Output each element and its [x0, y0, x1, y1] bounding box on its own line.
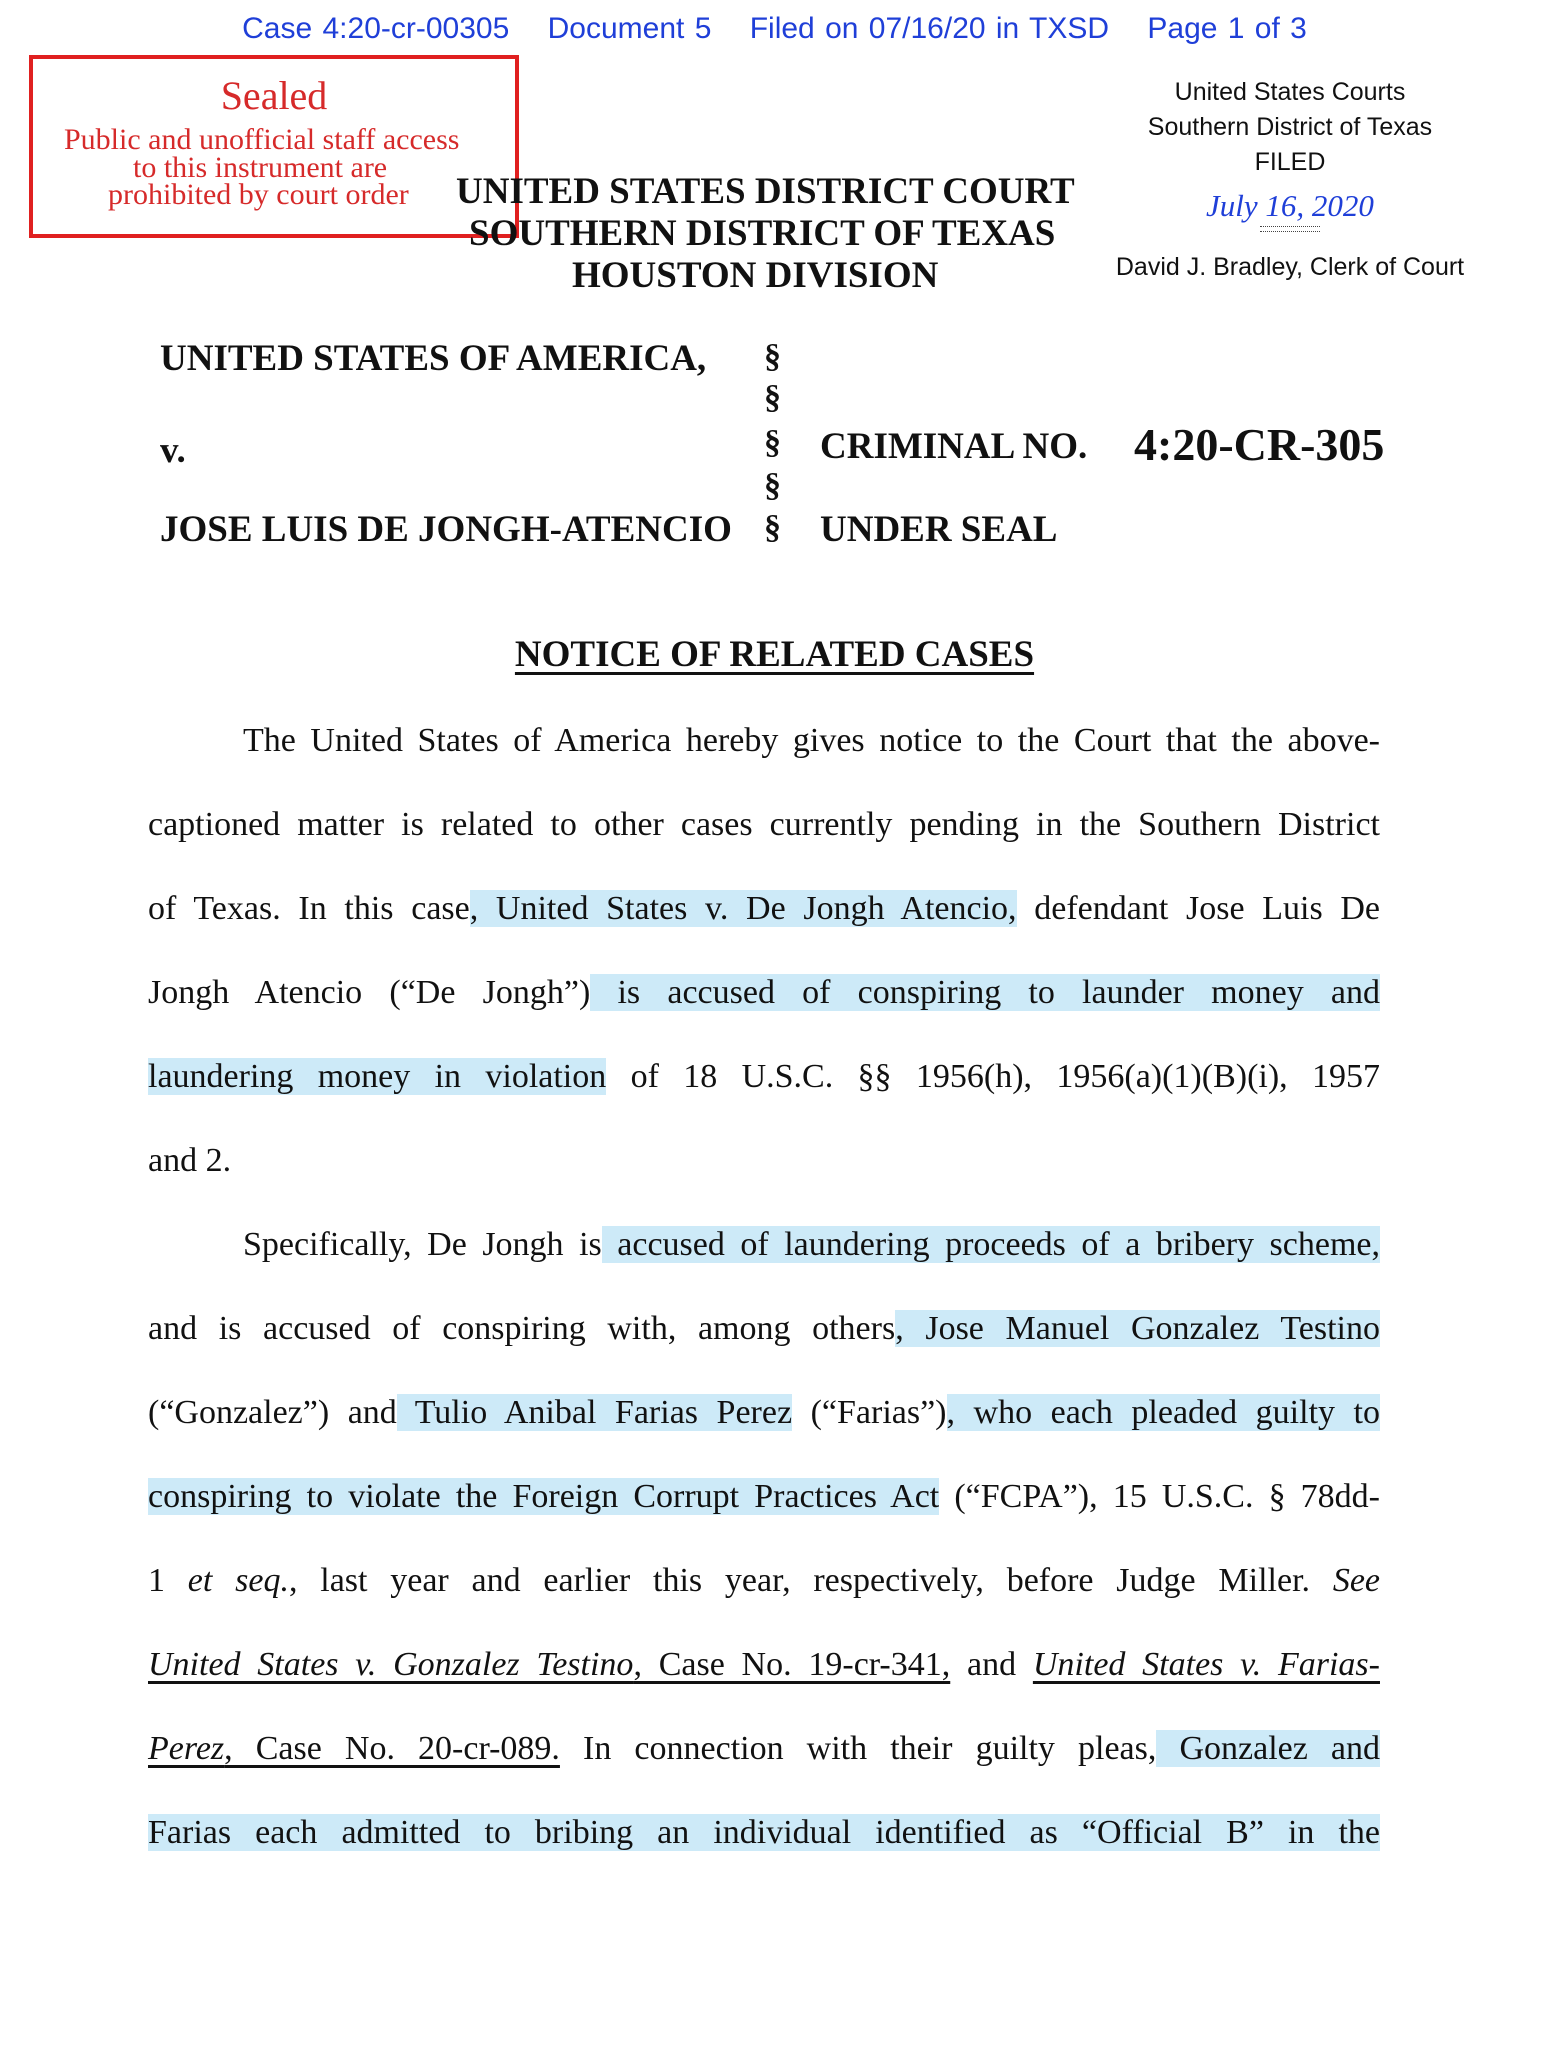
body-text: Jongh Atencio (“De Jongh”): [148, 974, 591, 1011]
section-symbol: §: [764, 509, 781, 546]
filed-date: Filed on 07/16/20 in TXSD: [749, 12, 1110, 45]
case-number: , Case No. 19-cr-341,: [633, 1646, 951, 1683]
court-line-1: UNITED STATES DISTRICT COURT: [456, 171, 1075, 212]
highlighted-text: Tulio Anibal Farias Perez: [396, 1394, 793, 1431]
body-text-italic: et seq.: [187, 1562, 289, 1599]
body-text: of 18 U.S.C. §§ 1956(h), 1956(a)(1)(B)(i), 1957: [606, 1058, 1380, 1095]
case-name: United States v. Farias-: [1032, 1646, 1380, 1683]
body-text: Specifically, De Jongh is: [243, 1226, 602, 1263]
body-text: 1: [148, 1562, 188, 1599]
criminal-no-label: CRIMINAL NO.: [820, 426, 1088, 467]
body-text: (“Gonzalez”) and: [148, 1394, 397, 1431]
body-text: captioned matter is related to other cases currently pending in the Southern District: [148, 806, 1380, 843]
case-header: [0, 12, 1549, 46]
body-text: (“Farias”): [792, 1394, 947, 1431]
body-line-12: [148, 1645, 1380, 1685]
highlighted-text: Farias each admitted to bribing an individual identified as “Official B” in the: [148, 1814, 1380, 1851]
highlighted-text: laundering money in violation: [148, 1058, 607, 1095]
section-symbol: §: [764, 467, 781, 504]
body-line-8: [148, 1309, 1380, 1349]
body-line-4: [148, 973, 1380, 1013]
case-name: Perez: [148, 1730, 225, 1767]
case-number: , Case No. 20-cr-089.: [224, 1730, 560, 1767]
body-line-6: [148, 1141, 1380, 1181]
body-text: and: [950, 1646, 1033, 1683]
highlighted-text: is accused of conspiring to launder money and: [590, 974, 1381, 1011]
body-text: of Texas. In this case: [148, 890, 470, 927]
sealed-stamp-line-3: prohibited by court order: [108, 178, 409, 211]
highlighted-text: accused of laundering proceeds of a bribery scheme,: [601, 1226, 1380, 1263]
filed-stamp-date: July 16, 2020: [1206, 188, 1374, 223]
body-line-3: [148, 889, 1380, 929]
highlighted-text: , United States v. De Jongh Atencio,: [469, 890, 1017, 927]
highlighted-text: conspiring to violate the Foreign Corrupt Practices Act: [148, 1478, 940, 1515]
body-line-13: [148, 1729, 1380, 1769]
body-text: and is accused of conspiring with, among others: [148, 1310, 896, 1347]
caption-versus: v.: [160, 430, 186, 471]
sealed-stamp-line-1: Public and unofficial staff access: [64, 123, 460, 156]
highlighted-text: , Jose Manuel Gonzalez Testino: [895, 1310, 1380, 1347]
section-symbol: §: [764, 338, 781, 375]
case-name: United States v. Gonzalez Testino: [148, 1646, 634, 1683]
document-number: Document 5: [547, 12, 712, 45]
body-line-9: [148, 1393, 1380, 1433]
body-line-2: [148, 805, 1380, 845]
document-title: [0, 633, 1549, 676]
body-line-1: [243, 721, 1380, 761]
body-text: (“FCPA”), 15 U.S.C. § 78dd-: [939, 1478, 1380, 1515]
sealed-stamp-title: Sealed: [220, 73, 328, 118]
body-line-7: [243, 1225, 1380, 1265]
body-line-14: [148, 1813, 1380, 1853]
highlighted-text: Gonzalez and: [1156, 1730, 1380, 1767]
case-citation: [148, 1730, 560, 1767]
body-line-11: [148, 1561, 1380, 1601]
under-seal-label: UNDER SEAL: [820, 509, 1058, 550]
caption-defendant: JOSE LUIS DE JONGH-ATENCIO: [160, 509, 732, 550]
section-symbol: §: [764, 379, 781, 416]
criminal-no-value: 4:20-CR-305: [1134, 419, 1385, 470]
body-line-10: [148, 1477, 1380, 1517]
case-citation: [148, 1646, 950, 1683]
filed-stamp-clerk: David J. Bradley, Clerk of Court: [1115, 253, 1465, 281]
document-title-text: NOTICE OF RELATED CASES: [514, 634, 1035, 675]
section-symbol: §: [764, 424, 781, 461]
caption-plaintiff: UNITED STATES OF AMERICA,: [160, 338, 707, 379]
body-text: , last year and earlier this year, respectively, before Judge Miller.: [288, 1562, 1333, 1599]
body-text: In connection with their guilty pleas,: [559, 1730, 1157, 1767]
filed-stamp-line-1: United States Courts: [1174, 78, 1406, 106]
case-number: Case 4:20-cr-00305: [242, 12, 510, 45]
body-text: defendant Jose Luis De: [1016, 890, 1381, 927]
sealed-stamp-line-2: to this instrument are: [133, 151, 388, 184]
body-text: The United States of America hereby gives notice to the Court that the above-: [243, 722, 1380, 759]
page-indicator: Page 1 of 3: [1147, 12, 1307, 45]
body-text-italic: See: [1332, 1562, 1381, 1599]
filed-stamp-line-2: Southern District of Texas: [1147, 113, 1433, 141]
body-text: and 2.: [148, 1142, 232, 1179]
court-line-2: SOUTHERN DISTRICT OF TEXAS: [469, 213, 1056, 254]
court-line-3: HOUSTON DIVISION: [572, 255, 939, 296]
highlighted-text: , who each pleaded guilty to: [946, 1394, 1380, 1431]
body-line-5: [148, 1057, 1380, 1097]
filed-stamp-rule: [1260, 226, 1320, 232]
filed-stamp-line-3: FILED: [1254, 148, 1326, 176]
